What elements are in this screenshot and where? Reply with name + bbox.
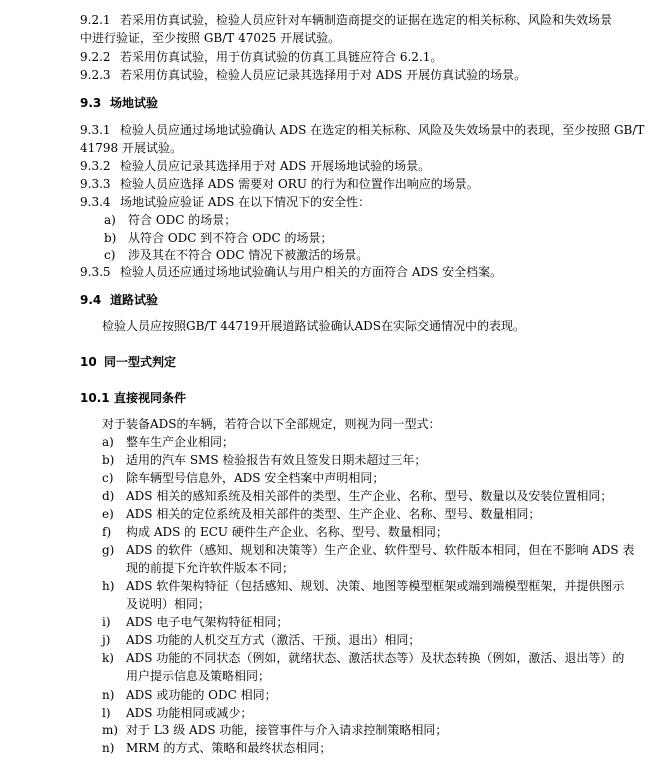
list-label: h) — [102, 579, 115, 593]
clause-text: 中进行验证，至少按照 GB/T 47025 开展试验。 — [80, 31, 341, 45]
list-label: b) — [104, 231, 117, 245]
list-item — [104, 229, 333, 247]
paragraph-text: 对于装备ADS的车辆，若符合以下全部规定，则视为同一型式： — [102, 417, 441, 431]
clause-number: 9.2.1 — [80, 13, 111, 27]
list-text: 从符合 ODC 到不符合 ODC 的场景； — [128, 231, 333, 245]
clause-text: 场地试验应验证 ADS 在以下情况下的安全性： — [120, 195, 371, 209]
list-item — [102, 739, 331, 757]
list-item — [104, 211, 236, 229]
clause-text: 检验人员还应通过场地试验确认与用户相关的方面符合 ADS 安全档案。 — [120, 265, 503, 279]
clause-text: 检验人员应选择 ADS 需要对 ORU 的行为和位置作出响应的场景。 — [120, 177, 479, 191]
list-item-cont — [126, 595, 210, 613]
list-text: 及说明）相同； — [126, 597, 211, 611]
section-heading-9-3 — [80, 94, 158, 112]
list-text: 整车生产企业相同； — [126, 435, 235, 449]
list-text: 适用的汽车 SMS 检验报告有效且签发日期未超过三年； — [126, 453, 427, 467]
list-item — [102, 577, 624, 595]
section-number: 9.4 — [80, 293, 102, 307]
clause-9-3-2 — [80, 157, 430, 175]
clause-9-2-1-cont — [80, 29, 340, 47]
paragraph-9-4 — [102, 317, 525, 335]
list-label: i) — [102, 615, 111, 629]
list-label: a) — [104, 213, 116, 227]
clause-number: 9.3.3 — [80, 177, 111, 191]
list-label: n) — [102, 688, 115, 702]
list-text: 涉及其在不符合 ODC 情况下被激活的场景。 — [128, 248, 369, 262]
clause-text: 检验人员应记录其选择用于对 ADS 开展场地试验的场景。 — [120, 159, 431, 173]
list-item — [102, 469, 384, 487]
list-label: n) — [102, 741, 115, 755]
list-text: 符合 ODC 的场景； — [128, 213, 237, 227]
list-text: ADS 功能相同或减少； — [126, 706, 253, 720]
list-item — [104, 246, 368, 264]
list-item — [102, 487, 612, 505]
list-item-cont — [126, 667, 270, 685]
clause-number: 9.3.4 — [80, 195, 111, 209]
clause-9-2-1 — [80, 11, 612, 29]
section-number: 9.3 — [80, 96, 102, 110]
list-label: m) — [102, 723, 119, 737]
clause-9-2-2 — [80, 48, 442, 66]
list-label: g) — [102, 543, 115, 557]
clause-number: 9.3.5 — [80, 265, 111, 279]
section-heading-10-1 — [80, 389, 186, 407]
clause-number: 9.2.2 — [80, 50, 111, 64]
clause-9-3-3 — [80, 175, 479, 193]
paragraph-10-1 — [102, 415, 441, 433]
clause-9-3-5 — [80, 263, 502, 281]
clause-number: 9.3.1 — [80, 123, 111, 137]
list-text: 用户提示信息及策略相同； — [126, 669, 271, 683]
clause-text: 41798 开展试验。 — [80, 141, 182, 155]
list-text: 除车辆型号信息外，ADS 安全档案中声明相同； — [126, 471, 385, 485]
list-label: e) — [102, 507, 114, 521]
list-item — [102, 433, 234, 451]
paragraph-text: 检验人员应按照GB/T 44719开展道路试验确认ADS在实际交通情况中的表现。 — [102, 319, 525, 333]
list-label: c) — [104, 248, 116, 262]
section-title: 场地试验 — [110, 96, 159, 110]
list-text: ADS 的软件（感知、规划和决策等）生产企业、软件型号、软件版本相同，但在不影响 ADS 表 — [126, 543, 635, 557]
list-text: MRM 的方式、策略和最终状态相同； — [126, 741, 332, 755]
clause-9-3-4 — [80, 193, 370, 211]
clause-text: 检验人员应通过场地试验确认 ADS 在选定的相关标称、风险及失效场景中的表现，至少按照 GB/T — [120, 123, 645, 137]
list-label: j) — [102, 633, 111, 647]
list-label: d) — [102, 489, 115, 503]
list-text: 对于 L3 级 ADS 功能，接管事件与介入请求控制策略相同； — [126, 723, 448, 737]
section-number: 10.1 — [80, 391, 110, 405]
chapter-heading-10 — [80, 353, 176, 371]
clause-text: 若采用仿真试验，用于仿真试验的仿真工具链应符合 6.2.1。 — [120, 50, 443, 64]
clause-text: 若采用仿真试验，检验人员应针对车辆制造商提交的证据在选定的相关标称、风险和失效场景 — [120, 13, 613, 27]
clause-9-3-1-cont — [80, 139, 182, 157]
list-item — [102, 541, 634, 559]
clause-9-2-3 — [80, 66, 526, 84]
list-label: b) — [102, 453, 115, 467]
list-text: ADS 相关的定位系统及相关部件的类型、生产企业、名称、型号、数量相同； — [126, 507, 541, 521]
list-item-cont — [126, 559, 294, 577]
list-text: ADS 相关的感知系统及相关部件的类型、生产企业、名称、型号、数量以及安装位置相同； — [126, 489, 613, 503]
list-item — [102, 631, 420, 649]
clause-number: 9.2.3 — [80, 68, 111, 82]
list-item — [102, 686, 277, 704]
clause-number: 9.3.2 — [80, 159, 111, 173]
clause-9-3-1 — [80, 121, 644, 139]
list-label: a) — [102, 435, 114, 449]
list-label: f) — [102, 525, 112, 539]
section-heading-9-4 — [80, 291, 158, 309]
chapter-number: 10 — [80, 355, 97, 369]
section-title: 直接视同条件 — [114, 391, 187, 405]
list-item — [102, 704, 252, 722]
list-label: k) — [102, 651, 114, 665]
list-text: 现的前提下允许软件版本不同； — [126, 561, 295, 575]
list-item — [102, 505, 540, 523]
list-item — [102, 649, 624, 667]
list-text: ADS 功能的人机交互方式（激活、干预、退出）相同； — [126, 633, 421, 647]
list-item — [102, 613, 288, 631]
chapter-title: 同一型式判定 — [104, 355, 177, 369]
list-text: ADS 电子电气架构特征相同； — [126, 615, 289, 629]
list-item — [102, 451, 426, 469]
list-label: c) — [102, 471, 114, 485]
list-text: 构成 ADS 的 ECU 硬件生产企业、名称、型号、数量相同； — [126, 525, 448, 539]
list-item — [102, 721, 447, 739]
list-text: ADS 或功能的 ODC 相同； — [126, 688, 277, 702]
clause-text: 若采用仿真试验，检验人员应记录其选择用于对 ADS 开展仿真试验的场景。 — [120, 68, 527, 82]
list-text: ADS 软件架构特征（包括感知、规划、决策、地图等模型框架或端到端模型框架，并提供图示 — [126, 579, 625, 593]
list-item — [102, 523, 448, 541]
list-text: ADS 功能的不同状态（例如，就绪状态、激活状态等）及状态转换（例如，激活、退出等）的 — [126, 651, 625, 665]
list-label: l) — [102, 706, 111, 720]
section-title: 道路试验 — [110, 293, 159, 307]
